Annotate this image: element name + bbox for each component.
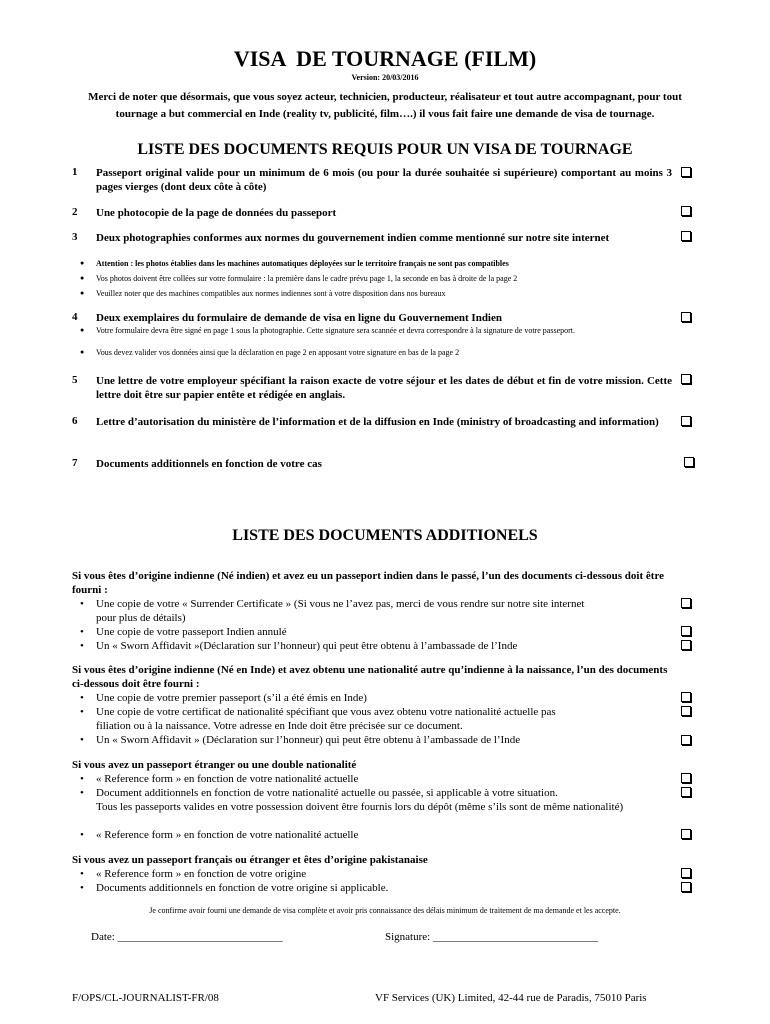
sub-note: Veuillez noter que des machines compatibles aux normes indiennes sont à votre disposition dans nos bureaux (96, 289, 446, 298)
item-text: Deux photographies conformes aux normes du gouvernement indien comme mentionné sur notre site internet (96, 232, 610, 244)
checkbox[interactable] (681, 231, 691, 241)
sub-note: Votre formulaire devra être signé en page 1 sous la photographie. Cette signature sera scannée et devra correspondre à la signature de votre passeport. (96, 326, 575, 335)
checkbox[interactable] (681, 598, 691, 608)
list-item: • Documents additionnels en fonction de votre origine si applicable. (80, 882, 389, 894)
checkbox[interactable] (681, 868, 691, 878)
list-item: • Document additionnels en fonction de votre nationalité actuelle ou passée, si applicable à votre situation. (80, 787, 558, 799)
item-number: 3 (72, 231, 78, 243)
item-number: 1 (72, 166, 78, 178)
footer-code: F/OPS/CL-JOURNALIST-FR/08 (72, 992, 219, 1004)
list-item: • Une copie de votre certificat de nationalité spécifiant que vous avez obtenu votre nationalité actuelle pas (80, 706, 556, 718)
checkbox[interactable] (681, 312, 691, 322)
list-item: • Un « Sworn Affidavit » (Déclaration sur l’honneur) qui peut être obtenu à l’ambassade de l’Inde (80, 734, 521, 746)
list-item: • Une copie de votre premier passeport (s’il a été émis en Inde) (80, 692, 367, 704)
bullet-icon: ● (80, 274, 85, 282)
checkbox[interactable] (681, 735, 691, 745)
intro-text: Merci de noter que désormais, que vous soyez acteur, technicien, producteur, réalisateur et tout autre accompagnant, pour tout tournage a but commercial en Inde (reality tv, publicité, film….) il vous fait faire une demande de visa de tournage. (88, 91, 682, 120)
signature-field[interactable]: Signature: ______________________________ (385, 931, 598, 943)
list-item: • « Reference form » en fonction de votre origine (80, 868, 307, 880)
checkbox[interactable] (681, 167, 691, 177)
section-title: Si vous avez un passeport étranger ou une double nationalité (72, 759, 357, 771)
checkbox[interactable] (681, 692, 691, 702)
page-title: VISA DE TOURNAGE (FILM) (233, 46, 537, 71)
checkbox[interactable] (681, 640, 691, 650)
item-text: Lettre d’autorisation du ministère de l’information et de la diffusion en Inde (ministry of broadcasting and information) (96, 416, 659, 428)
required-heading: LISTE DES DOCUMENTS REQUIS POUR UN VISA DE TOURNAGE (137, 141, 633, 158)
list-item-continuation: Tous les passeports valides en votre possession doivent être fournis lors du dépôt (même s’ils sont de même nationalité) (96, 801, 624, 813)
item-text: Documents additionnels en fonction de votre cas (96, 458, 322, 470)
section-title: Si vous êtes d’origine indienne (Né indien) et avez eu un passeport indien dans le passé, l’un des documents ci-dessous doit être fourni : (72, 570, 665, 596)
list-item: • « Reference form » en fonction de votre nationalité actuelle (80, 829, 359, 841)
checkbox[interactable] (681, 706, 691, 716)
checkbox[interactable] (681, 882, 691, 892)
section-title: Si vous avez un passeport français ou étranger et êtes d’origine pakistanaise (72, 854, 428, 866)
list-item-continuation: pour plus de détails) (96, 612, 186, 624)
checkbox[interactable] (681, 829, 691, 839)
version-label: Version: 20/03/2016 (351, 73, 419, 82)
checkbox[interactable] (681, 374, 691, 384)
bullet-icon: ● (80, 289, 85, 297)
list-item-continuation: filiation ou à la naissance. Votre adresse en Inde doit être précisée sur ce document. (96, 720, 463, 732)
checkbox[interactable] (681, 787, 691, 797)
item-text: Deux exemplaires du formulaire de demande de visa en ligne du Gouvernement Indien (96, 312, 502, 324)
additional-heading: LISTE DES DOCUMENTS ADDITIONELS (232, 527, 538, 544)
item-text: Une photocopie de la page de données du passeport (96, 207, 337, 219)
list-item: • « Reference form » en fonction de votre nationalité actuelle (80, 773, 359, 785)
bullet-icon: ● (80, 259, 85, 267)
list-item: • Une copie de votre « Surrender Certificate » (Si vous ne l’avez pas, merci de vous rendre sur notre site internet (80, 598, 585, 610)
sub-note: Attention : les photos établies dans les machines automatiques déployées sur le territoire français ne sont pas compatibles (96, 259, 509, 268)
item-text: Une lettre de votre employeur spécifiant la raison exacte de votre séjour et les dates de début et fin de votre mission. Cette lettre doit être sur papier entête et rédigée en anglais. (96, 375, 672, 401)
checkbox[interactable] (681, 416, 691, 426)
bullet-icon: ● (80, 326, 85, 334)
footer-address: VF Services (UK) Limited, 42-44 rue de Paradis, 75010 Paris (375, 992, 647, 1004)
item-text: Passeport original valide pour un minimum de 6 mois (ou pour la durée souhaitée si supérieure) comportant au moins 3 pages vierges (dont deux côte à côte) (96, 167, 672, 193)
date-field[interactable]: Date: ______________________________ (91, 931, 283, 943)
sub-note: Vous devez valider vos données ainsi que la déclaration en page 2 en apposant votre signature en bas de la page 2 (96, 348, 460, 357)
item-number: 2 (72, 206, 78, 218)
bullet-icon: ● (80, 348, 85, 356)
checkbox[interactable] (681, 626, 691, 636)
item-number: 6 (72, 415, 78, 427)
item-number: 4 (72, 311, 78, 323)
item-number: 5 (72, 374, 78, 386)
section-title: Si vous êtes d’origine indienne (Né en Inde) et avez obtenu une nationalité autre qu’indienne à la naissance, l’un des documents ci-dessous doit être fourni : (72, 664, 668, 690)
confirmation-text: Je confirme avoir fourni une demande de visa complète et avoir pris connaissance des délais minimum de traitement de ma demande et les accepte. (149, 906, 621, 915)
list-item: • Un « Sworn Affidavit »(Déclaration sur l’honneur) qui peut être obtenu à l’ambassade de l’Inde (80, 640, 518, 652)
item-number: 7 (72, 457, 78, 469)
checkbox[interactable] (684, 457, 694, 467)
list-item: • Une copie de votre passeport Indien annulé (80, 626, 287, 638)
checkbox[interactable] (681, 206, 691, 216)
sub-note: Vos photos doivent être collées sur votre formulaire : la première dans le cadre prévu page 1, la seconde en bas à droite de la page 2 (96, 274, 518, 283)
checkbox[interactable] (681, 773, 691, 783)
